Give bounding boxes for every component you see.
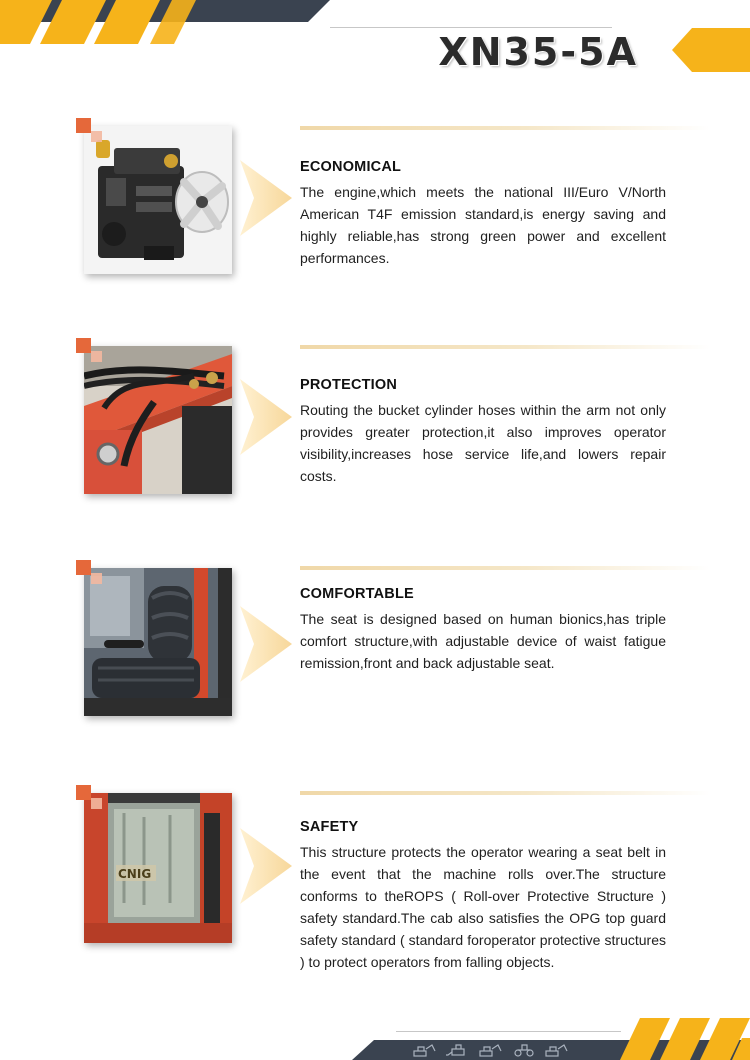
engine-photo <box>84 126 232 274</box>
feature-heading-protection: PROTECTION <box>300 377 398 393</box>
corner-accent-square-light <box>91 573 102 584</box>
corner-accent-square-light <box>91 798 102 809</box>
feature-divider <box>300 566 710 570</box>
header-divider-line <box>330 27 612 28</box>
feature-heading-safety: SAFETY <box>300 819 359 835</box>
feature-body-economical: The engine,which meets the national III/Euro V/North American T4F emission standard,is energy saving and highly reliable,has strong green power and excellent performances. <box>300 184 666 266</box>
corner-accent-square-light <box>91 131 102 142</box>
feature-body-comfortable: The seat is designed based on human bionics,has triple comfort structure,with adjustable device of waist fatigue remission,front and back adjustable seat. <box>300 611 666 671</box>
feature-divider <box>300 791 710 795</box>
feature-body-safety: This structure protects the operator wearing a seat belt in the event that the machine rolls over.The structure conforms to theROPS ( Roll-over Protective Structure ) safety standard.The cab also satisfies the OPG top guard safety standard ( standard foroperator protective structures ) to protect operators from falling objects. <box>300 844 666 970</box>
model-title: XN35-5A <box>438 30 638 74</box>
chevron-right-icon <box>240 160 292 236</box>
corner-accent-square <box>76 118 91 133</box>
chevron-right-icon <box>240 828 292 904</box>
chevron-right-icon <box>240 379 292 455</box>
feature-divider <box>300 345 710 349</box>
feature-divider <box>300 126 710 130</box>
cab-photo <box>84 793 232 943</box>
title-accent-tab <box>672 28 750 72</box>
chevron-right-icon <box>240 606 292 682</box>
top-decorative-bar <box>0 0 330 44</box>
corner-accent-square <box>76 785 91 800</box>
footer-divider-line <box>396 1031 621 1032</box>
corner-accent-square-light <box>91 351 102 362</box>
feature-heading-comfortable: COMFORTABLE <box>300 586 414 602</box>
corner-accent-square <box>76 560 91 575</box>
operator-seat-photo <box>84 568 232 716</box>
arm-hoses-photo <box>84 346 232 494</box>
cab-logo-text: CNIG <box>118 867 152 881</box>
bottom-accent-stripes <box>620 1018 750 1060</box>
feature-heading-economical: ECONOMICAL <box>300 159 402 175</box>
feature-body-protection: Routing the bucket cylinder hoses within the arm not only provides greater protection,it also improves operator visibility,increases hose service life,and lowers repair costs. <box>300 402 666 484</box>
corner-accent-square <box>76 338 91 353</box>
